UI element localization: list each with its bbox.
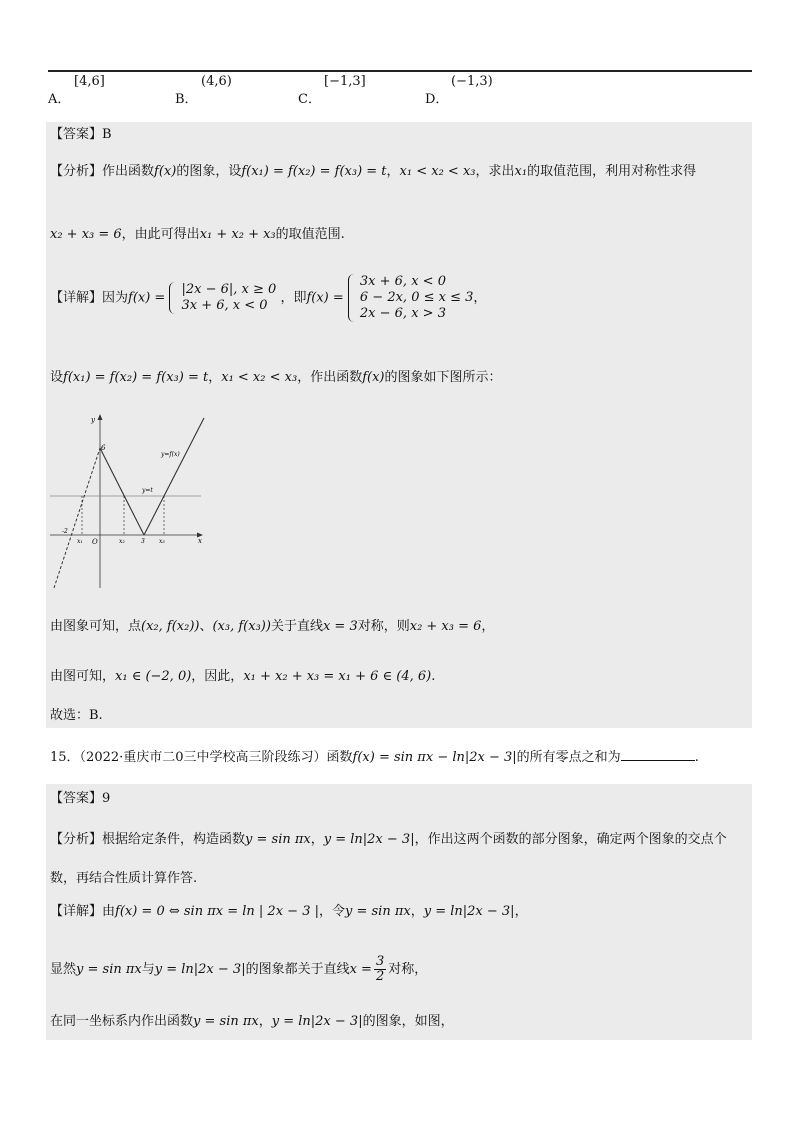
- text: ，: [258, 1014, 272, 1029]
- label-x2: x₂: [119, 538, 125, 545]
- choice-value: [−1,3]: [324, 74, 366, 89]
- curve-middle: [100, 448, 144, 535]
- math: (x₃, f(x₃)): [212, 619, 271, 634]
- math: f(x) = 0 ⇔ sin πx = ln | 2x − 3 |: [115, 904, 319, 919]
- math: f(x) =: [306, 290, 344, 306]
- text: 由图可知，: [50, 669, 116, 684]
- math: x₁ + x₂ + x₃: [199, 227, 276, 242]
- label-y: y: [91, 416, 95, 424]
- text: ，: [410, 904, 424, 919]
- q14-range-line: [50, 668, 435, 686]
- label-x3: x₃: [159, 538, 165, 545]
- text: 【分析】根据给定条件，构造函数: [50, 832, 246, 847]
- math: f(x) =: [128, 290, 166, 306]
- math: y = sin πx: [76, 962, 142, 977]
- math: x₂ + x₃ = 6: [409, 619, 482, 634]
- math: y = sin πx: [193, 1014, 259, 1029]
- math: x₁ < x₂ < x₃: [221, 370, 298, 385]
- math: y = ln|2x − 3|: [423, 904, 515, 919]
- q15-obvious-line: [50, 955, 427, 985]
- text: ，: [514, 904, 528, 919]
- q15-detail-line: [50, 903, 528, 921]
- text: 的取值范围，利用对称性求得: [527, 164, 697, 179]
- text: 【详解】由: [50, 904, 116, 919]
- math: x₂ + x₃ = 6: [50, 227, 122, 242]
- text: 在同一坐标系内作出函数: [50, 1014, 194, 1029]
- piece-row: 6 − 2x, 0 ≤ x ≤ 3: [359, 290, 474, 305]
- piece-row: 2x − 6, x > 3: [359, 306, 446, 321]
- math: y = sin πx: [345, 904, 411, 919]
- answer-blank: [621, 748, 695, 761]
- math: x = 3: [322, 619, 358, 634]
- q14-symmetry-line: [50, 618, 494, 636]
- text: ，即: [280, 290, 307, 306]
- choice-value: [4,6]: [74, 74, 105, 89]
- q15-stem: [50, 748, 699, 767]
- text: 的图象都关于直线: [245, 962, 350, 977]
- math: (x₂, f(x₂)): [141, 619, 200, 634]
- text: 设: [50, 370, 64, 385]
- q14-analysis-line2: [50, 226, 345, 244]
- choice-value: (−1,3): [451, 74, 493, 89]
- math: y = sin πx: [245, 832, 311, 847]
- text: ，由此可得出: [121, 227, 200, 242]
- answer-choices: [48, 74, 752, 107]
- text: 对称，则: [357, 619, 410, 634]
- piece-row: 3x + 6, x < 0: [359, 274, 446, 289]
- math: y = ln|2x − 3|: [271, 1014, 363, 1029]
- math: x₁ + x₂ + x₃ = x₁ + 6 ∈ (4, 6): [243, 669, 432, 684]
- text: 关于直线: [270, 619, 323, 634]
- label-fx: y=f(x): [161, 451, 180, 458]
- text: .: [694, 750, 699, 765]
- piecewise-2: [348, 274, 473, 322]
- piece-row: |2x − 6|, x ≥ 0: [181, 282, 277, 297]
- q14-choose: 故选：B.: [50, 708, 103, 723]
- math: f(x): [362, 370, 385, 385]
- choice-letter: A．: [48, 92, 71, 107]
- text: 【分析】作出函数: [50, 164, 155, 179]
- text: ，令: [318, 904, 345, 919]
- q15-analysis-line2: 数，再结合性质计算作答.: [50, 871, 198, 886]
- math: x₁: [514, 164, 528, 179]
- fraction-denominator: 2: [375, 969, 385, 984]
- math: f(x) = sin πx − ln|2x − 3|: [352, 750, 517, 765]
- label-x: x: [198, 537, 202, 545]
- q14-analysis-line1: 【分析】作出函数f(x)的图象，设f(x₁) = f(x₂) = f(x₃) = t，x₁ < x₂ < x₃，求出x₁的取值范围，利用对称性求得: [50, 164, 697, 179]
- label-t: y=t: [142, 487, 153, 494]
- fraction-numerator: 3: [375, 954, 385, 969]
- math: y = ln|2x − 3|: [323, 832, 415, 847]
- text: 由图象可知，点: [50, 619, 142, 634]
- piecewise-1: [169, 282, 276, 314]
- text: ，: [481, 619, 495, 634]
- label-3: 3: [141, 538, 145, 545]
- text: 15．（2022·重庆市二0三中学校高三阶段练习）函数: [50, 750, 353, 765]
- text: ，作出这两个函数的部分图象，确定两个图象的交点个: [414, 832, 727, 847]
- q15-draw-line: [50, 1013, 454, 1031]
- fraction-3-2: [374, 955, 386, 984]
- text: ，: [310, 832, 324, 847]
- label-origin: O: [92, 538, 98, 546]
- choice-letter: D．: [425, 92, 449, 107]
- y-axis-arrow: [98, 414, 103, 420]
- text: 显然: [50, 962, 77, 977]
- curve-right: [144, 418, 204, 535]
- math: f(x): [154, 164, 177, 179]
- q15-answer: 【答案】9: [50, 791, 111, 806]
- text: .: [431, 669, 436, 684]
- choice-value: (4,6): [201, 74, 232, 89]
- q15-analysis-line1: [50, 831, 727, 849]
- text: 的图象，如图，: [362, 1014, 454, 1029]
- text: 【详解】因为: [50, 290, 129, 306]
- text: 的所有零点之和为: [516, 750, 621, 765]
- choice-letter: C．: [298, 92, 321, 107]
- curve-left-dashed: [54, 448, 100, 588]
- text: 的取值范围.: [275, 227, 345, 242]
- piece-row: 3x + 6, x < 0: [181, 298, 268, 313]
- math: f(x₁) = f(x₂) = f(x₃) = t: [63, 370, 209, 385]
- text: 对称，: [388, 962, 428, 977]
- text: ，作出函数: [297, 370, 363, 385]
- text: 与: [141, 962, 155, 977]
- q14-set-line: 设f(x₁) = f(x₂) = f(x₃) = t，x₁ < x₂ < x₃，作出函数f(x)的图象如下图所示：: [50, 370, 502, 385]
- math: x₁ < x₂ < x₃: [399, 164, 476, 179]
- math: y = ln|2x − 3|: [154, 962, 246, 977]
- text: 的图象如下图所示：: [384, 370, 502, 385]
- text: 、: [199, 619, 213, 634]
- function-graph: [46, 410, 216, 590]
- text: 的图象，设: [176, 164, 242, 179]
- math: f(x₁) = f(x₂) = f(x₃) = t: [241, 164, 387, 179]
- q14-detail-line: [50, 274, 486, 322]
- choice-letter: B．: [175, 92, 198, 107]
- math: x₁ ∈ (−2, 0): [115, 669, 192, 684]
- label-x1: x₁: [77, 538, 83, 545]
- math: x =: [349, 962, 372, 977]
- text: ，: [473, 290, 487, 306]
- label-minus2: -2: [62, 528, 68, 535]
- label-6: 6: [101, 444, 106, 452]
- top-rule: [48, 70, 752, 72]
- text: ，因此，: [191, 669, 244, 684]
- q14-answer: 【答案】B: [50, 127, 112, 142]
- text: ，求出: [475, 164, 515, 179]
